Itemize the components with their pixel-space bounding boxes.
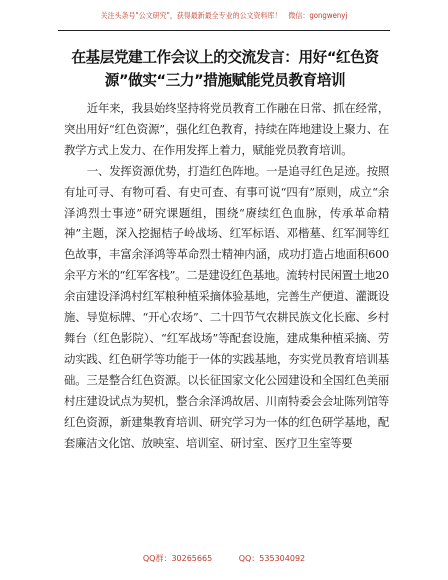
document-body xyxy=(64,98,389,453)
header-banner: 关注头条号"公文研究"，获得最新最全专业的公文资料库！ 微信：gongwenyj xyxy=(100,11,348,20)
footer-qq: QQ：535304092 xyxy=(238,554,306,563)
footer-contact xyxy=(0,553,448,564)
footer-qq-group: QQ群：30265665 xyxy=(142,554,213,563)
header-divider xyxy=(58,30,390,31)
body-paragraph: 近年来，我县始终坚持将党员教育工作融在日常、抓在经常，突出用好“红色资源”，强化红色教育，持续在阵地建设上聚力、在教学方式上发力、在作用发挥上着力，赋能党员教育培训。 xyxy=(64,101,389,157)
document-title: 在基层党建工作会议上的交流发言：用好“红色资源”做实“三力”措施赋能党员教育培训 xyxy=(71,49,379,89)
body-paragraph: 一、发挥资源优势，打造红色阵地。一是追寻红色足迹。按照有址可寻、有物可看、有史可查、有事可说“四有”原则，成立“余泽鸿烈士事迹”研究课题组，围绕“赓续红色血脉，传承革命精神”主题，深入挖掘桔子岭战场、红军标语、邓楷墓、红军洞等红色故事，丰富余泽鸿等革命烈士精神内涵，成功打造占地面积600余平方米的“红军客栈”。二是建设红色基地。流转村民闲置土地20余亩建设泽鸿村红军粮种植采摘体验基地，完善生产便道、灌溉设施、导览标牌、“开心农场”、二十四节气农耕民族文化长廊、乡村舞台（红色影院）、“红军战场”等配套设施，建成集种植采摘、劳动实践、红色研学等功能于一体的实践基地，夯实党员教育培训基础。三是整合红色资源。以长征国家文化公园建设和全国红色美丽村庄建设试点为契机，整合余泽鸿故居、川南特委会会址陈列馆等红色资源，新建集教育培训、研究学习为一体的红色研学基地，配套廉洁文化馆、放映室、培训室、研讨室、医疗卫生室等要 xyxy=(64,163,389,450)
